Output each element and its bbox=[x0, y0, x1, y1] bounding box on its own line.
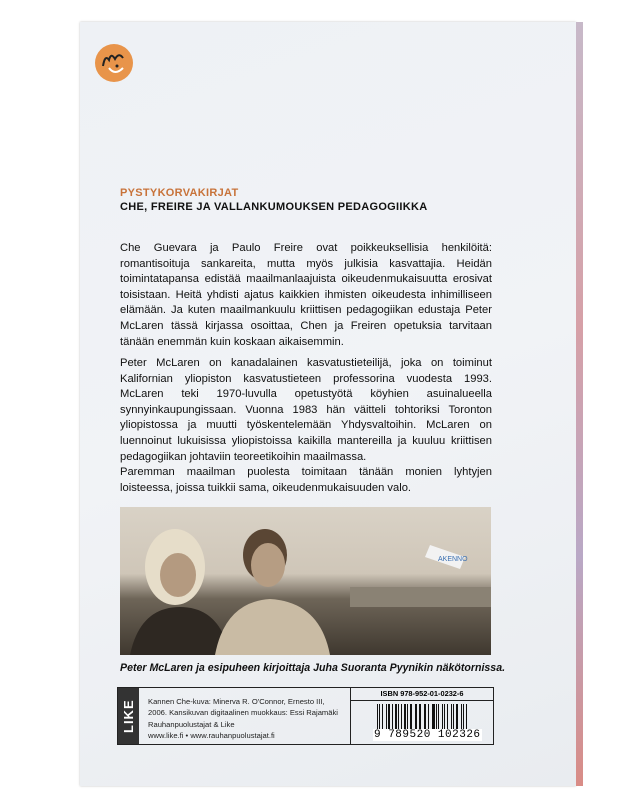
barcode-bar bbox=[382, 704, 383, 732]
barcode-bar bbox=[392, 704, 393, 732]
closing-paragraph: Paremman maailman puolesta toimitaan tänään monien lyhtyjen loisteessa, joissa tuikkii sama, oikeudenmukaisuuden valo. bbox=[120, 466, 492, 494]
barcode-bar bbox=[466, 704, 467, 732]
publisher-websites: www.like.fi • www.rauhanpuolustajat.fi bbox=[148, 730, 275, 740]
author-photo bbox=[120, 507, 491, 655]
barcode-bar bbox=[395, 704, 396, 732]
svg-text:AKENNO: AKENNO bbox=[438, 556, 468, 563]
barcode-number: 9 789520 102326 bbox=[374, 729, 481, 741]
credit-line: Kannen Che-kuva: Minerva R. O'Connor, Ernesto III, bbox=[148, 697, 325, 706]
series-logo-icon bbox=[95, 44, 133, 82]
barcode-bar bbox=[404, 704, 405, 732]
barcode-bar bbox=[386, 704, 387, 732]
barcode-bar bbox=[416, 704, 417, 732]
author-bio-paragraph: Peter McLaren on kanadalainen kasvatustieteilijä, joka on toiminut Kalifornian yliopiston kasvatustieteen professorina vuodesta 1993. McLaren teki 1970-luvulla opetustyötä köyhien asuinalueella synnyinkaupungissaan. Vuonna 1983 hän väitteli tohtoriksi Toronton yliopistossa ja muutti työskentelemään Yhdysvaltoihin. McLaren on luennoinut lukuisissa yliopistoissa kaikilla mantereilla ja kuuluu kriittisen pedagogiikan johtaviin teoreetikoihin maailmassa. bbox=[120, 357, 492, 463]
credit-line: 2006. Kansikuvan digitaalinen muokkaus: Essi Rajamäki bbox=[148, 707, 338, 717]
isbn-label: ISBN 978-952-01-0232-6 bbox=[351, 688, 493, 701]
barcode-bar bbox=[388, 704, 390, 732]
barcode-bar bbox=[456, 704, 458, 732]
barcode-bar bbox=[463, 704, 464, 732]
barcode-bar bbox=[398, 704, 399, 732]
cover-credits bbox=[148, 697, 348, 741]
barcode bbox=[377, 704, 469, 732]
publisher-logo: LIKE bbox=[118, 688, 139, 744]
barcode-bar bbox=[407, 704, 408, 732]
barcode-bar bbox=[425, 704, 426, 732]
barcode-bar bbox=[436, 704, 437, 732]
barcode-bar bbox=[442, 704, 443, 732]
book-spine-edge bbox=[576, 22, 583, 786]
barcode-bar bbox=[377, 704, 378, 732]
series-name: PYSTYKORVAKIRJAT bbox=[120, 187, 239, 199]
barcode-bar bbox=[419, 704, 420, 732]
barcode-bar bbox=[379, 704, 380, 732]
barcode-bar bbox=[401, 704, 402, 732]
barcode-bar bbox=[432, 704, 434, 732]
publisher-info-box bbox=[117, 687, 494, 745]
isbn-section bbox=[350, 688, 493, 744]
barcode-bar bbox=[461, 704, 462, 732]
barcode-bar bbox=[410, 704, 412, 732]
photo-caption: Peter McLaren ja esipuheen kirjoittaja Juha Suoranta Pyynikin näkötornissa. bbox=[120, 662, 506, 674]
book-title: CHE, FREIRE JA VALLANKUMOUKSEN PEDAGOGIIKKA bbox=[120, 201, 428, 213]
barcode-bar bbox=[428, 704, 429, 732]
barcode-bar bbox=[447, 704, 448, 732]
barcode-bar bbox=[451, 704, 452, 732]
publisher-names: Rauhanpuolustajat & Like bbox=[148, 720, 235, 729]
description-paragraph: Che Guevara ja Paulo Freire ovat poikkeuksellisia henkilöitä: romantisoituja sankareita, mutta myös julkisia kasvattajia. Heidän toimintatapansa edistää maailmanlaajuista oikeudenmukaisuutta erosivat toisistaan. Heitä yhdisti ajatus kaikkien ihmisten oikeudesta inhimilliseen elämään. Ja kuten maailmankuulu kriittisen pedagogiikan edustaja Peter McLaren tässä kirjassa osoittaa, Chen ja Freiren opetuksia tarvitaan tänään enemmän kuin koskaan aikaisemmin. bbox=[120, 242, 492, 348]
barcode-bar bbox=[415, 704, 416, 732]
barcode-bar bbox=[444, 704, 445, 732]
barcode-bar bbox=[438, 704, 439, 732]
barcode-bar bbox=[453, 704, 454, 732]
barcode-bar bbox=[424, 704, 425, 732]
